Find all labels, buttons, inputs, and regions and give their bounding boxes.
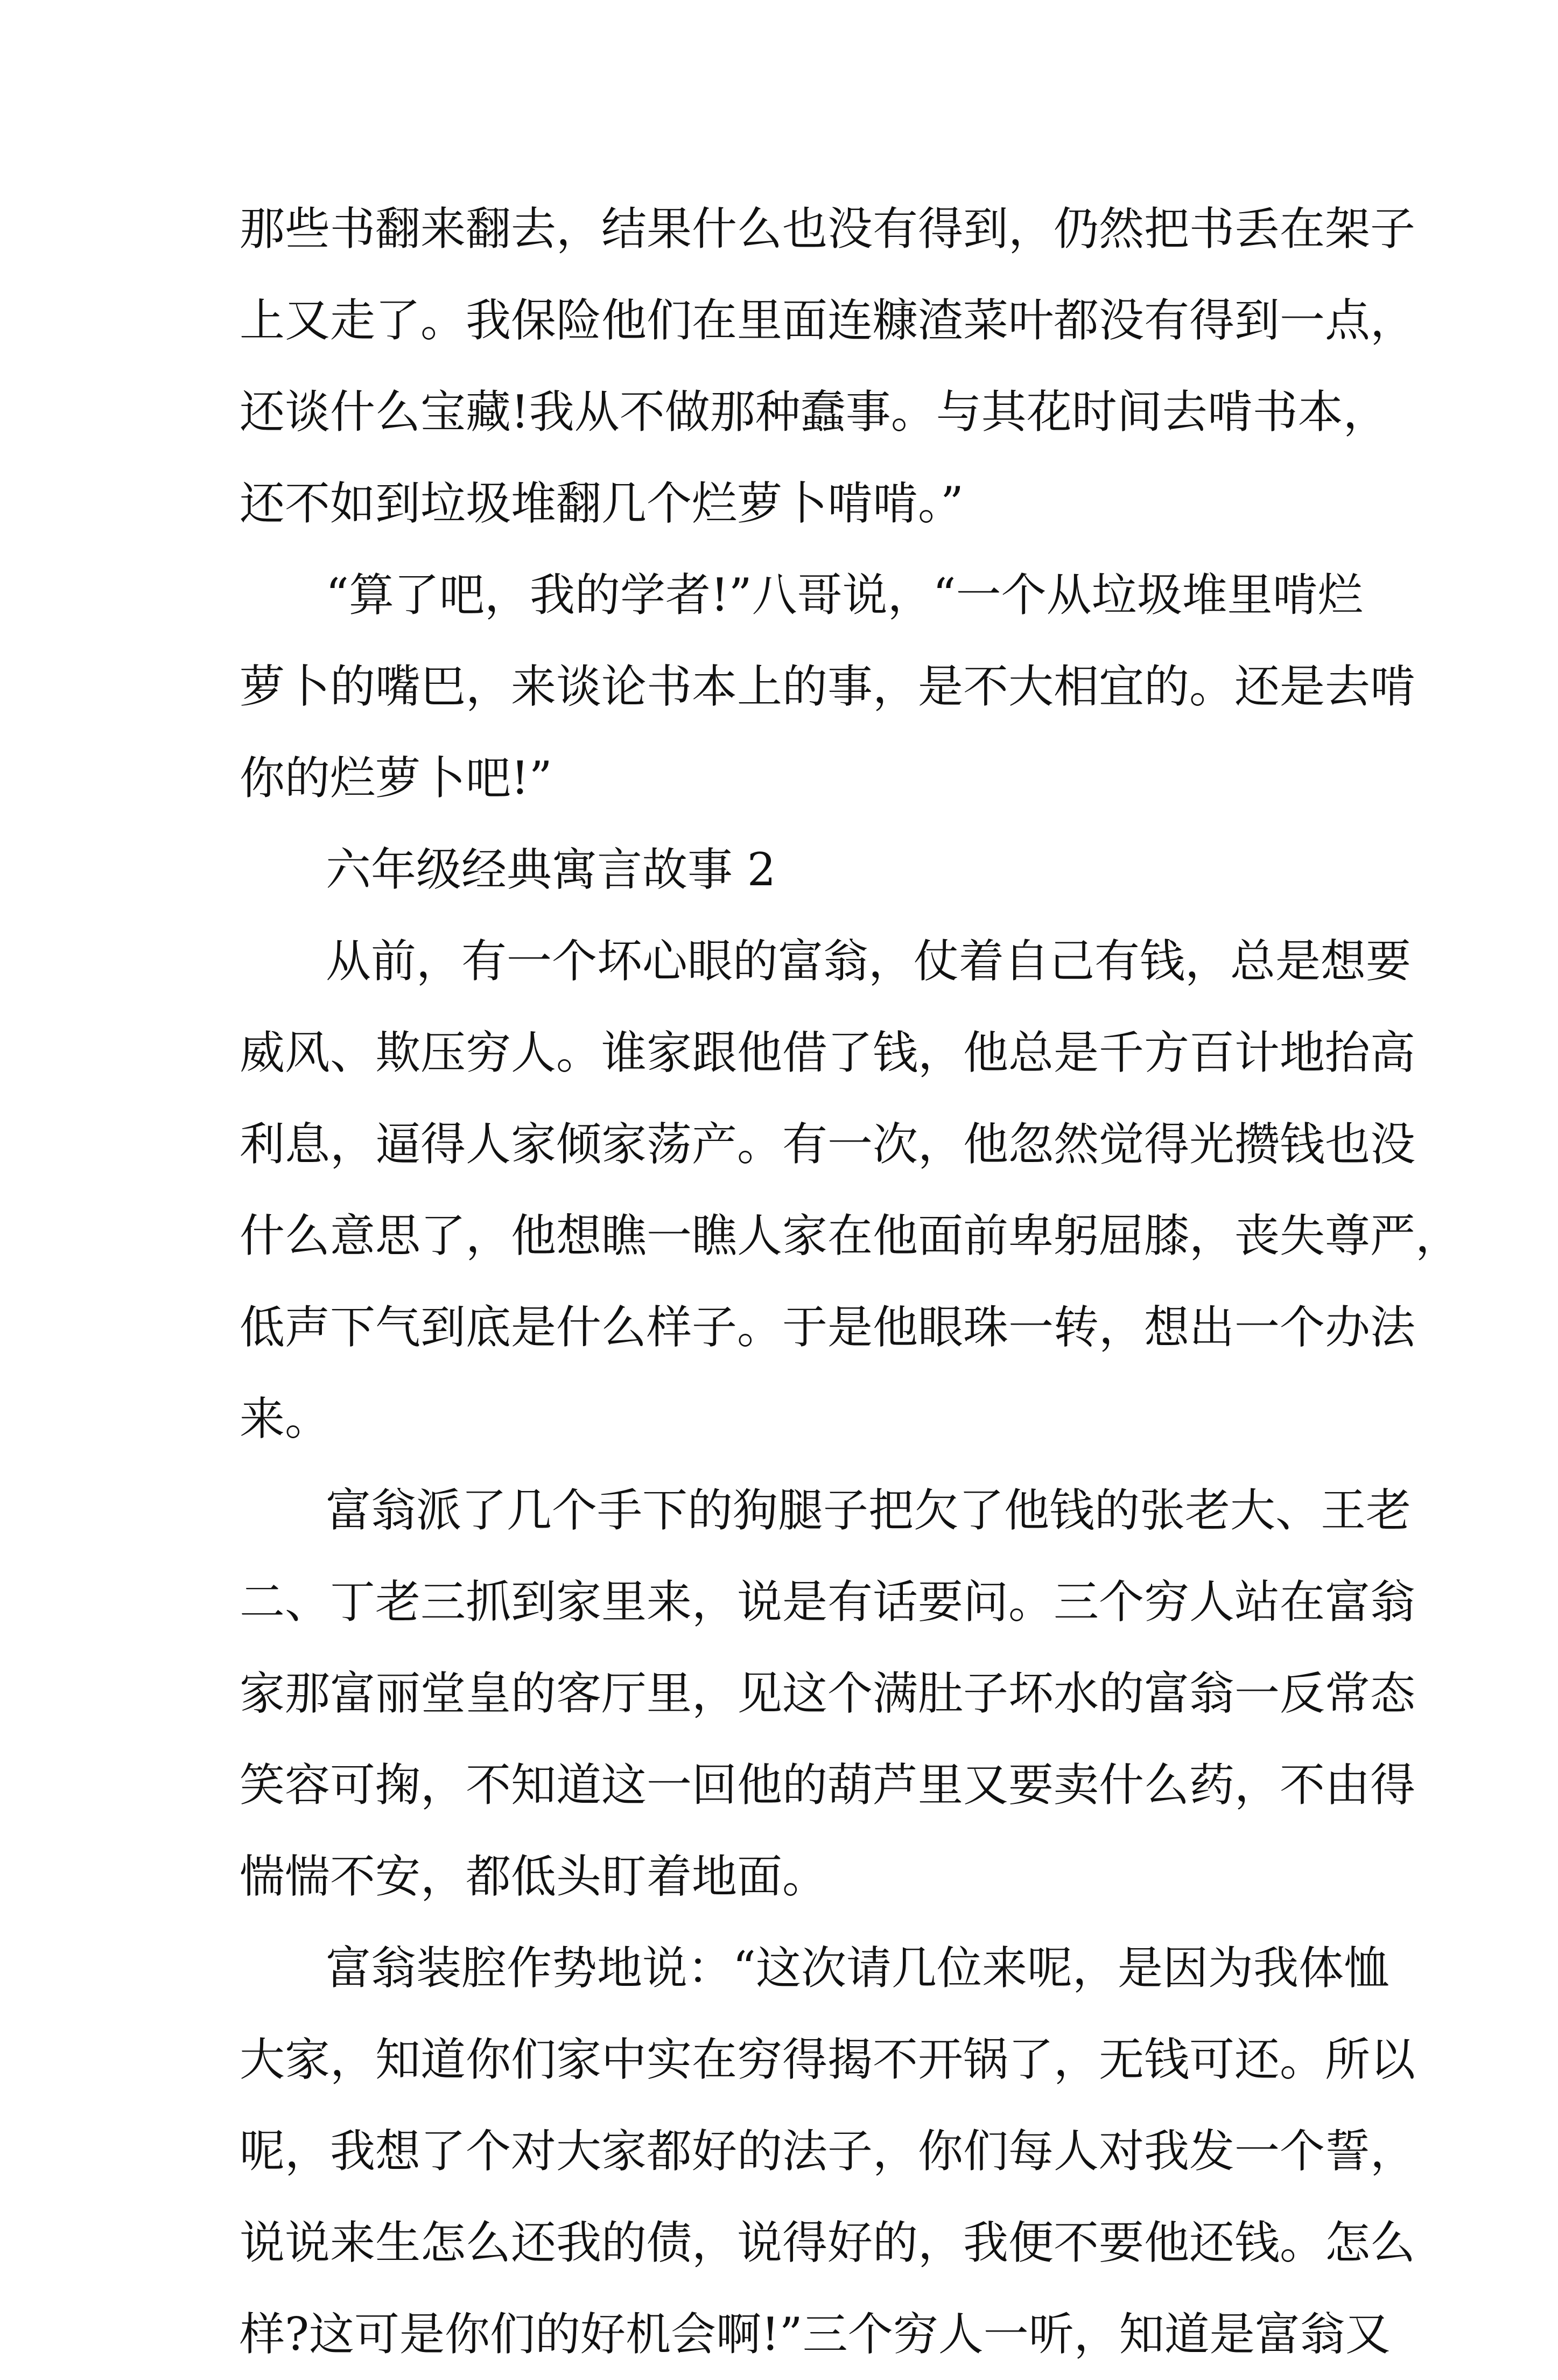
- text-line: 萝卜的嘴巴，来谈论书本上的事，是不大相宜的。还是去啃: [240, 660, 1416, 713]
- text-line: 那些书翻来翻去，结果什么也没有得到，仍然把书丢在架子: [240, 202, 1416, 255]
- text-line: 从前，有一个坏心眼的富翁，仗着自己有钱，总是想要: [326, 935, 1412, 988]
- text-line: 呢，我想了个对大家都好的法子，你们每人对我发一个誓，: [240, 2125, 1416, 2178]
- text-line: “算了吧，我的学者!”八哥说，“一个从垃圾堆里啃烂: [326, 569, 1363, 621]
- text-line: 利息，逼得人家倾家荡产。有一次，他忽然觉得光攒钱也没: [240, 1118, 1416, 1171]
- text-line: 家那富丽堂皇的客厅里，见这个满肚子坏水的富翁一反常态: [240, 1667, 1416, 1720]
- text-line: 低声下气到底是什么样子。于是他眼珠一转，想出一个办法: [240, 1301, 1416, 1354]
- text-line: 上又走了。我保险他们在里面连糠渣菜叶都没有得到一点，: [240, 294, 1416, 347]
- text-line: 你的烂萝卜吧!”: [240, 752, 552, 804]
- text-line: 大家，知道你们家中实在穷得揭不开锅了，无钱可还。所以: [240, 2033, 1416, 2086]
- text-line: 富翁装腔作势地说：“这次请几位来呢，是因为我体恤: [326, 1942, 1389, 1994]
- body-text: [240, 183, 1461, 2380]
- text-line: 还谈什么宝藏!我从不做那种蠢事。与其花时间去啃书本，: [240, 386, 1388, 438]
- text-line: 来。: [240, 1392, 331, 1445]
- text-line: 威风、欺压穷人。谁家跟他借了钱，他总是千方百计地抬高: [240, 1026, 1416, 1079]
- text-line: 笑容可掬，不知道这一回他的葫芦里又要卖什么药，不由得: [240, 1759, 1416, 1811]
- text-line: 富翁派了几个手下的狗腿子把欠了他钱的张老大、王老: [326, 1484, 1412, 1537]
- text-line: 说说来生怎么还我的债，说得好的，我便不要他还钱。怎么: [240, 2216, 1416, 2269]
- section-heading: 六年级经典寓言故事 2: [326, 843, 776, 896]
- text-line: 还不如到垃圾堆翻几个烂萝卜啃啃。”: [240, 477, 964, 530]
- text-line: 二、丁老三抓到家里来，说是有话要问。三个穷人站在富翁: [240, 1576, 1416, 1628]
- text-line: 惴惴不安，都低头盯着地面。: [240, 1850, 828, 1903]
- text-line: 样?这可是你们的好机会啊!”三个穷人一听，知道是富翁又: [240, 2308, 1391, 2361]
- text-line: 什么意思了，他想瞧一瞧人家在他面前卑躬屈膝，丧失尊严，: [240, 1209, 1461, 1262]
